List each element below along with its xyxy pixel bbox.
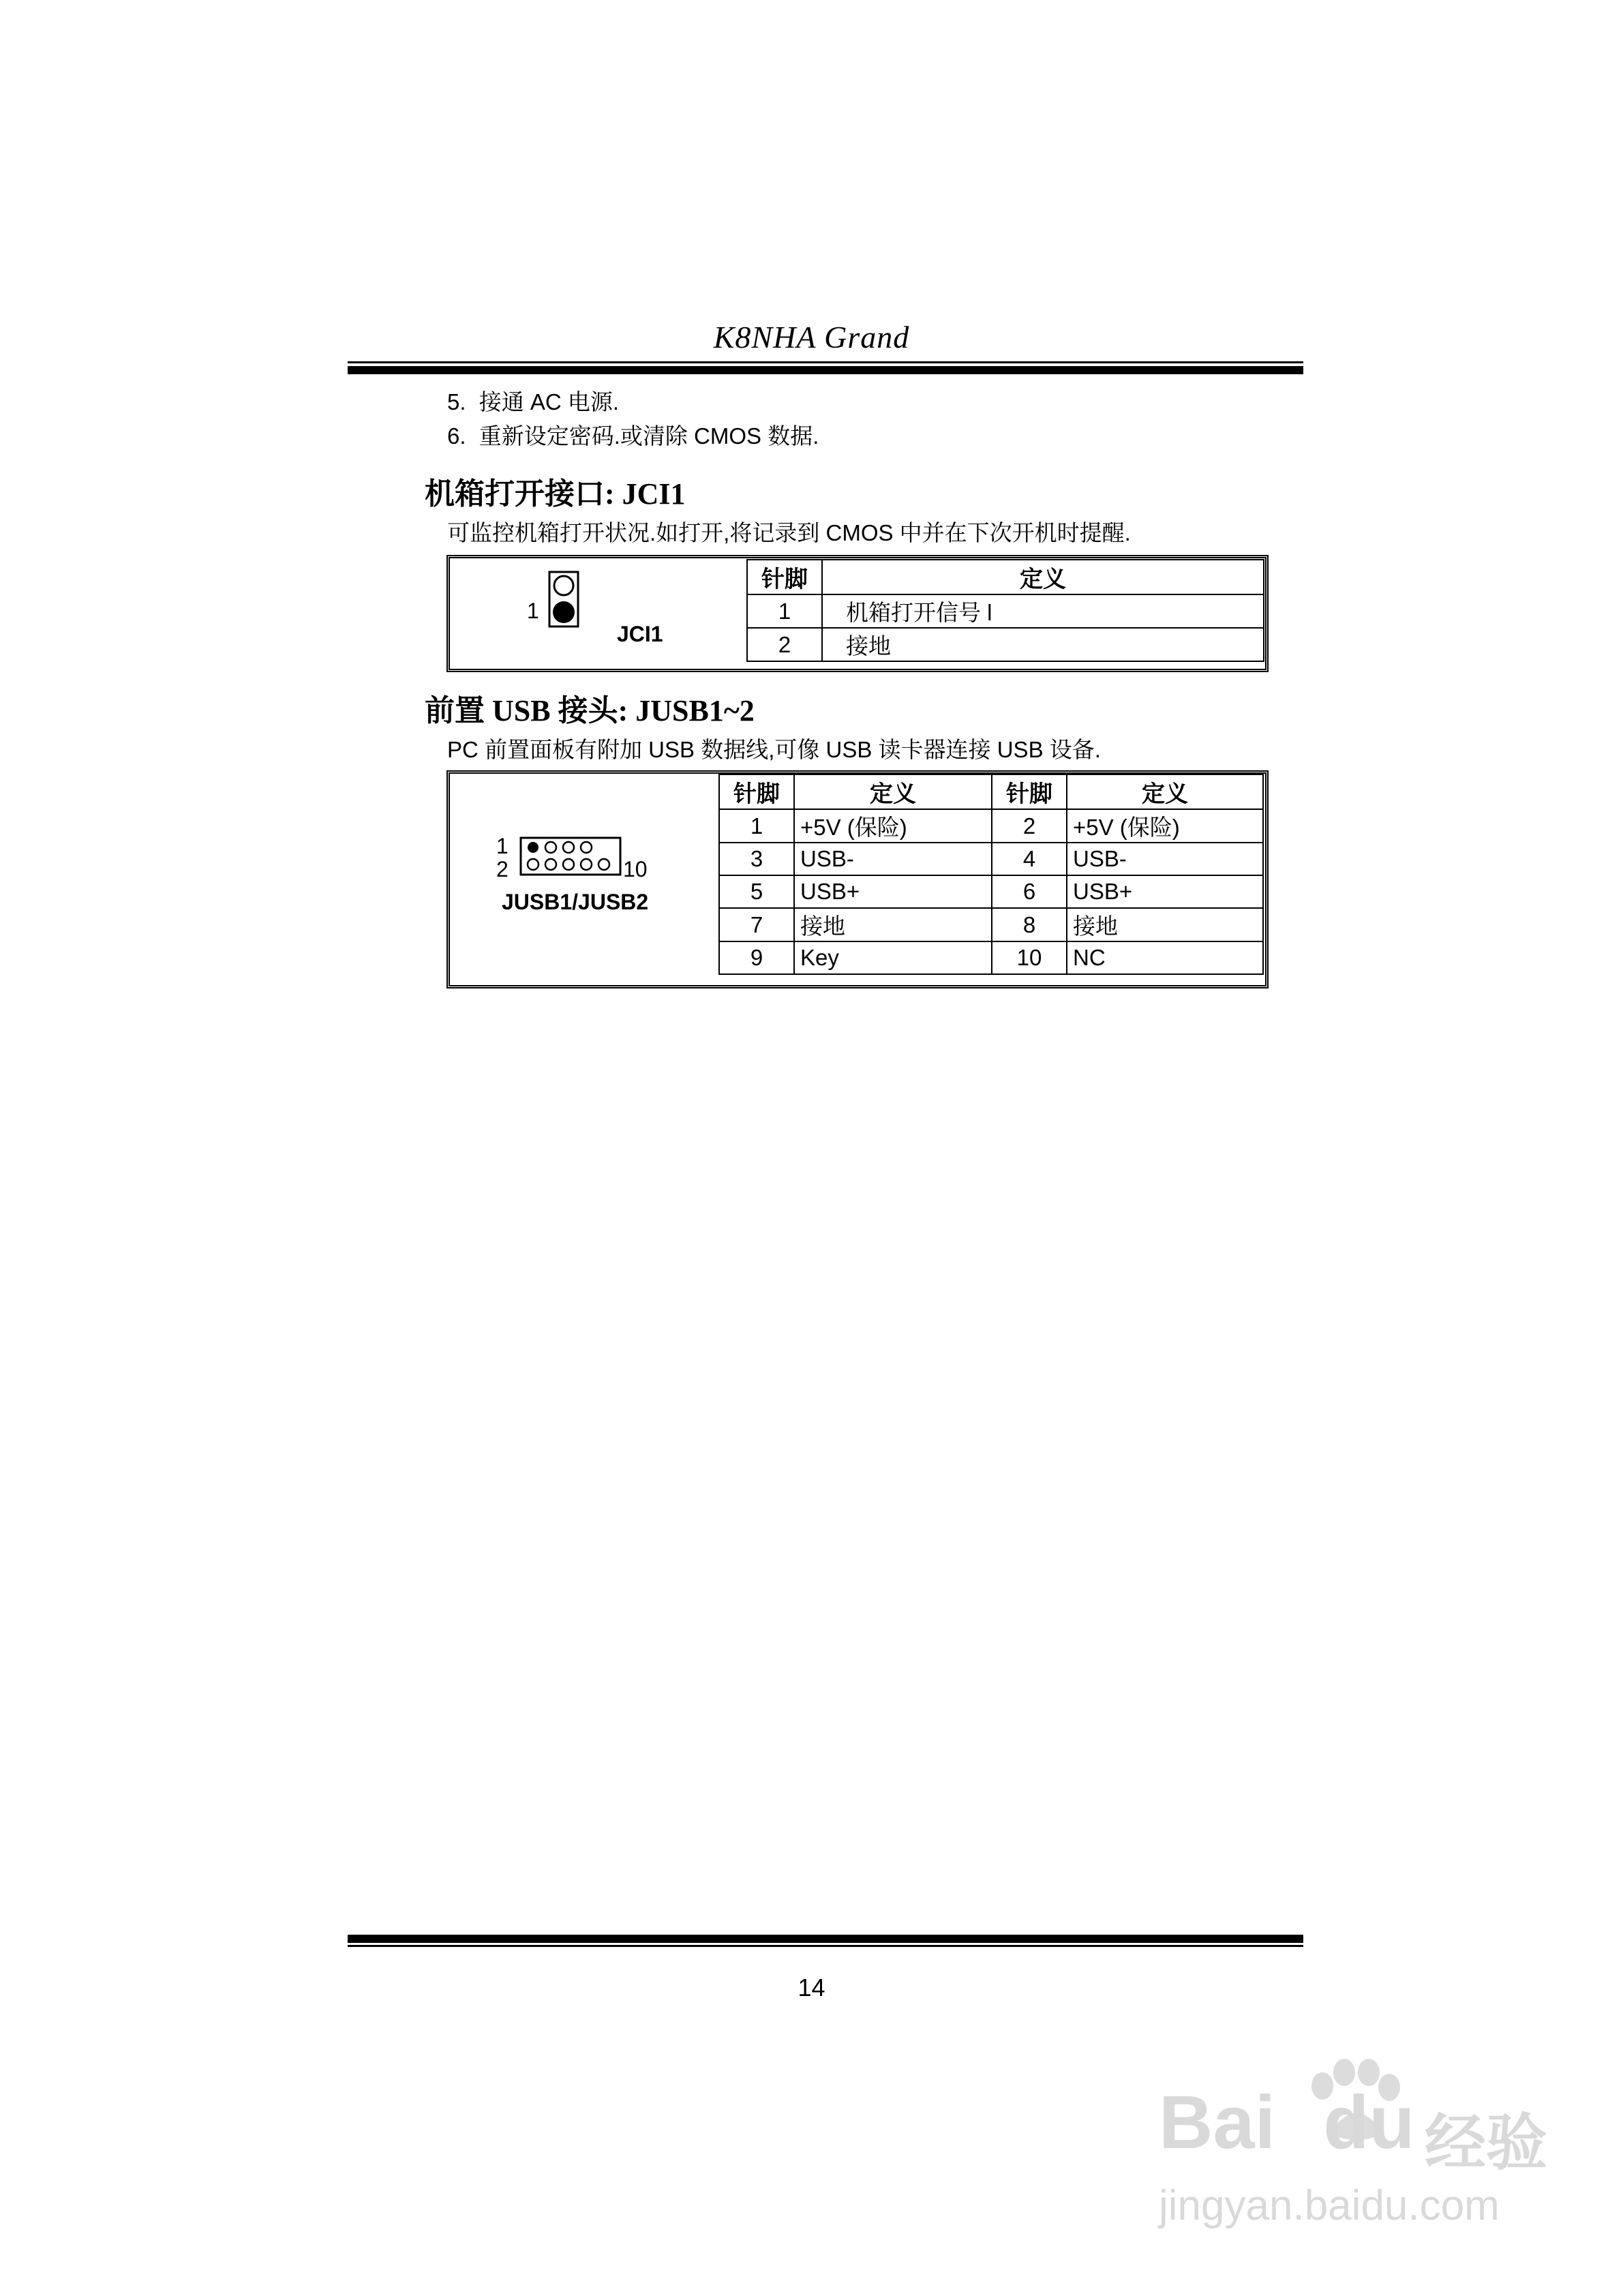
table-header-row	[719, 774, 1263, 809]
column-header-pin: 针脚	[719, 774, 794, 809]
column-header-pin: 针脚	[747, 560, 822, 594]
jusb-connector-name: JUSB1/JUSB2	[502, 890, 649, 914]
jusb-pin2-icon	[528, 859, 539, 870]
jusb-pin10-icon	[598, 859, 609, 870]
pin-definition: 机箱打开信号 l	[822, 594, 1264, 628]
table-header-row	[747, 560, 1264, 594]
pin-number: 9	[719, 941, 794, 974]
pin-number: 1	[747, 594, 822, 628]
column-header-definition: 定义	[822, 560, 1264, 594]
pin-number: 5	[719, 875, 794, 908]
step-5	[447, 389, 619, 416]
table-row	[719, 908, 1263, 941]
pin-definition: Key	[794, 941, 992, 974]
column-header-definition: 定义	[1067, 774, 1263, 809]
jusb-pin6-icon	[563, 859, 574, 870]
header-rule-thick	[348, 366, 1303, 374]
watermark-cn: 经验	[1425, 2109, 1547, 2177]
watermark-brand-part2: du	[1323, 2081, 1415, 2164]
pin-number: 8	[992, 908, 1067, 941]
jusb-pin1-label: 1	[496, 834, 509, 858]
jusb-pin5-icon	[563, 842, 574, 853]
pin-number: 4	[992, 843, 1067, 875]
column-header-pin: 针脚	[992, 774, 1067, 809]
pin-number: 1	[719, 809, 794, 843]
jusb-pin1-icon	[528, 842, 539, 853]
watermark-brand-part1: Bai	[1159, 2081, 1276, 2164]
pin-number: 6	[992, 875, 1067, 908]
table-row	[747, 628, 1264, 661]
header-rule-thin	[348, 361, 1303, 363]
jusb-pin8-icon	[581, 859, 592, 870]
jusb-connector-diagram	[518, 835, 641, 883]
jci-connector-name: JCI1	[617, 622, 663, 646]
pin-definition: 接地	[794, 908, 992, 941]
pin-definition: USB+	[1067, 875, 1263, 908]
table-row	[719, 875, 1263, 908]
watermark-brand	[1159, 2079, 1415, 2166]
jci-pin1-icon	[553, 601, 575, 623]
pin-number: 2	[992, 809, 1067, 843]
pin-number: 2	[747, 628, 822, 661]
step-number: 6.	[447, 423, 466, 449]
jci-section-title: 机箱打开接口: JCI1	[425, 477, 686, 511]
jusb-pin-table	[718, 774, 1264, 975]
pin-definition: 接地	[822, 628, 1264, 661]
watermark-url: jingyan.baidu.com	[1159, 2182, 1500, 2229]
step-6	[447, 423, 819, 450]
pin-number: 3	[719, 843, 794, 875]
pin-definition: +5V (保险)	[794, 809, 992, 843]
table-row	[719, 843, 1263, 875]
pin-definition: USB+	[794, 875, 992, 908]
footer-rule-thin	[348, 1945, 1303, 1947]
jusb-pin4-icon	[545, 859, 556, 870]
jci-pin-table	[746, 559, 1264, 662]
jci-pin1-label: 1	[527, 599, 539, 623]
step-text: 重新设定密码.或清除 CMOS 数据.	[479, 423, 819, 449]
pin-number: 7	[719, 908, 794, 941]
pin-definition: USB-	[1067, 843, 1263, 875]
step-number: 5.	[447, 389, 466, 414]
pin-definition: +5V (保险)	[1067, 809, 1263, 843]
table-row	[719, 941, 1263, 974]
header-title: K8NHA Grand	[713, 320, 910, 354]
table-row	[719, 809, 1263, 843]
jci-pin2-icon	[554, 576, 573, 595]
table-row	[747, 594, 1264, 628]
column-header-definition: 定义	[794, 774, 992, 809]
jusb-description: PC 前置面板有附加 USB 数据线,可像 USB 读卡器连接 USB 设备.	[447, 737, 1101, 762]
footer-rule-thick	[348, 1935, 1303, 1943]
pin-number: 10	[992, 941, 1067, 974]
jusb-section-title: 前置 USB 接头: JUSB1~2	[425, 694, 755, 727]
pin-definition: USB-	[794, 843, 992, 875]
jci-description: 可监控机箱打开状况.如打开,将记录到 CMOS 中并在下次开机时提醒.	[447, 520, 1131, 545]
jusb-pin10-label: 10	[623, 857, 648, 881]
pin-definition: NC	[1067, 941, 1263, 974]
pin-definition: 接地	[1067, 908, 1263, 941]
page-number: 14	[798, 1974, 825, 2002]
jusb-pin3-icon	[545, 842, 556, 853]
jusb-pin2-label: 2	[496, 857, 509, 881]
step-text: 接通 AC 电源.	[479, 389, 620, 414]
jusb-pin7-icon	[581, 842, 592, 853]
